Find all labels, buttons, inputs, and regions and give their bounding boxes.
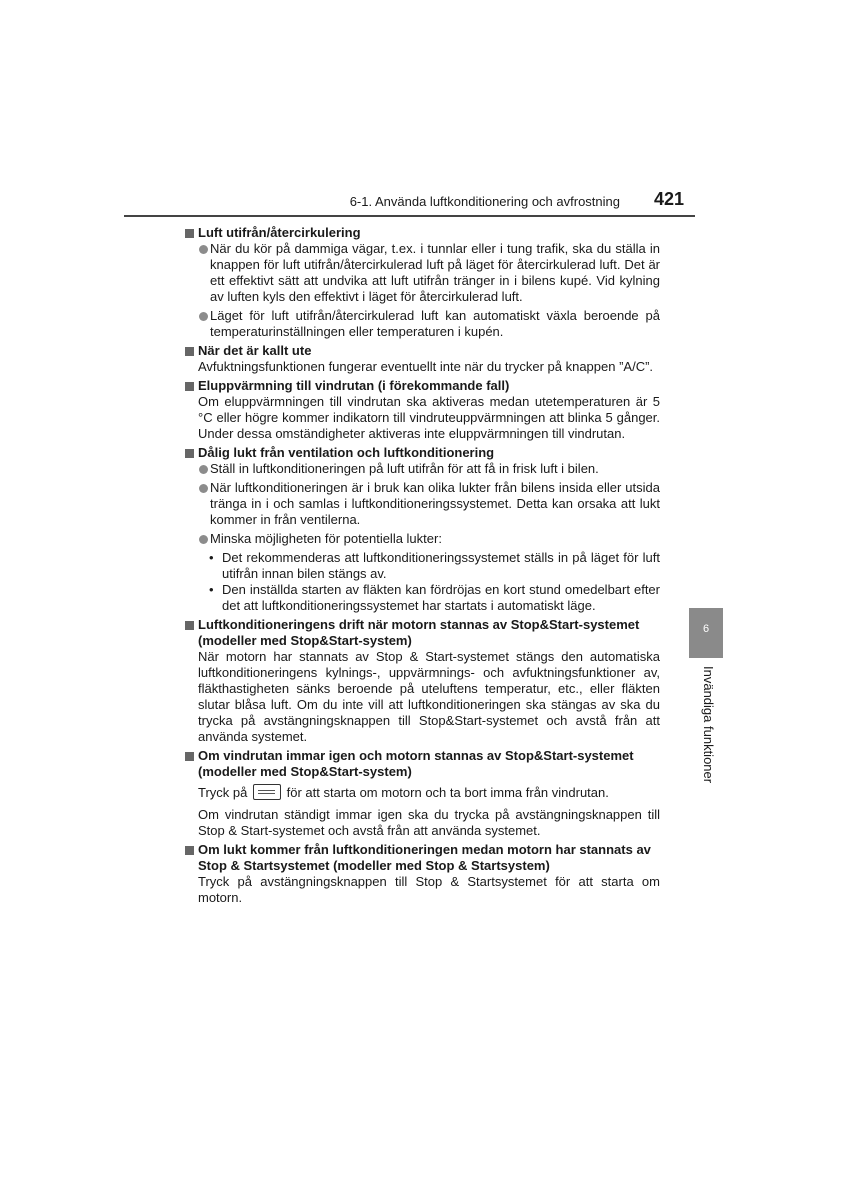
page-content: [184, 222, 660, 909]
section-heading-bad-odor: Dålig lukt från ventilation och luftkonditionering: [184, 445, 660, 461]
chapter-tab: [689, 608, 723, 658]
bullet-item: Ställ in luftkonditioneringen på luft utifrån för att få in frisk luft i bilen.: [184, 461, 660, 477]
sub-bullet-item: • Det rekommenderas att luftkonditioneringssystemet ställs in på läget för luft utifrån innan bilen stängs av.: [184, 550, 660, 582]
paragraph: Tryck på avstängningsknappen till Stop & Startsystemet för att starta om motorn.: [198, 874, 660, 905]
section-heading-stop-start-ac: Luftkonditioneringens drift när motorn stannas av Stop&Start-systemet (modeller med Stop&Start-system): [184, 617, 660, 649]
windshield-defogger-button-icon: [253, 784, 281, 800]
page-number: 421: [653, 189, 684, 209]
bullet-item: När luftkonditioneringen är i bruk kan olika lukter från bilens insida eller utsida tränga in i och samlas i luftkonditioneringssystemet. Detta kan orsaka att lukt kommer in från ventilerna.: [184, 480, 660, 528]
bullet-item: När du kör på dammiga vägar, t.ex. i tunnlar eller i tung trafik, ska du ställa in knappen för luft utifrån/återcirkulerad luft på läget för återcirkulerad luft. Det är ett effektivt sätt att undvika att luft utifrån tränger in i bilens kupé. Vid kylning av luften kyls den effektivt i läget för återcirkulerad luft.: [184, 241, 660, 305]
section-heading-odor-stop-start: Om lukt kommer från luftkonditioneringen medan motorn har stannats av Stop & Startsystemet (modeller med Stop & Startsystem): [184, 842, 660, 874]
bullet-item: Minska möjligheten för potentiella lukter:: [184, 531, 660, 547]
section-heading-windshield-fog: Om vindrutan immar igen och motorn stannas av Stop&Start-systemet (modeller med Stop&Start-system): [184, 748, 660, 780]
section-heading-windshield-heating: Eluppvärmning till vindrutan (i förekommande fall): [184, 378, 660, 394]
paragraph-text-before: Tryck på: [198, 785, 248, 800]
paragraph-text-after: för att starta om motorn och ta bort imma från vindrutan.: [286, 785, 609, 800]
bullet-item: Läget för luft utifrån/återcirkulerad luft kan automatiskt växla beroende på temperaturinställningen eller temperaturen i kupén.: [184, 308, 660, 340]
section-header-title: 6-1. Använda luftkonditionering och avfrostning: [349, 194, 620, 209]
section-heading-recirculation: Luft utifrån/återcirkulering: [184, 225, 660, 241]
sub-bullet-item: • Den inställda starten av fläkten kan fördröjas en kort stund omedelbart efter det att luftkonditioneringssystemet har startats i automatiskt läge.: [184, 582, 660, 614]
header-divider: [124, 215, 695, 217]
paragraph: Om vindrutan ständigt immar igen ska du trycka på avstängningsknappen till Stop & Start-systemet och avstå från att använda systemet.: [198, 807, 660, 838]
chapter-number: 6: [702, 623, 710, 635]
paragraph: Om eluppvärmningen till vindrutan ska aktiveras medan utetemperaturen är 5 °C eller högre kommer indikatorn till vindruteuppvärmningen att blinka 5 gånger. Under dessa omständigheter aktiveras inte eluppvärmningen till vindrutan.: [198, 394, 660, 441]
section-heading-cold-weather: När det är kallt ute: [184, 343, 660, 359]
paragraph: När motorn har stannats av Stop & Start-systemet stängs den automatiska luftkonditioneringens kylnings-, uppvärmnings- och avfuktningsfunktioner av, fläkthastigheten sänks beroende på uteluftens temperatur, etc., eller fläkten slutar blåsa luft. Om du inte vill att luftkonditioneringen ska stängas av ska du trycka på avstängningsknappen till Stop&Start-systemet och avstå från att använda systemet.: [198, 649, 660, 744]
chapter-label: Invändiga funktioner: [701, 666, 716, 784]
paragraph: Avfuktningsfunktionen fungerar eventuellt inte när du trycker på knappen ”A/C”.: [198, 359, 654, 374]
paragraph-with-icon: [184, 784, 660, 801]
